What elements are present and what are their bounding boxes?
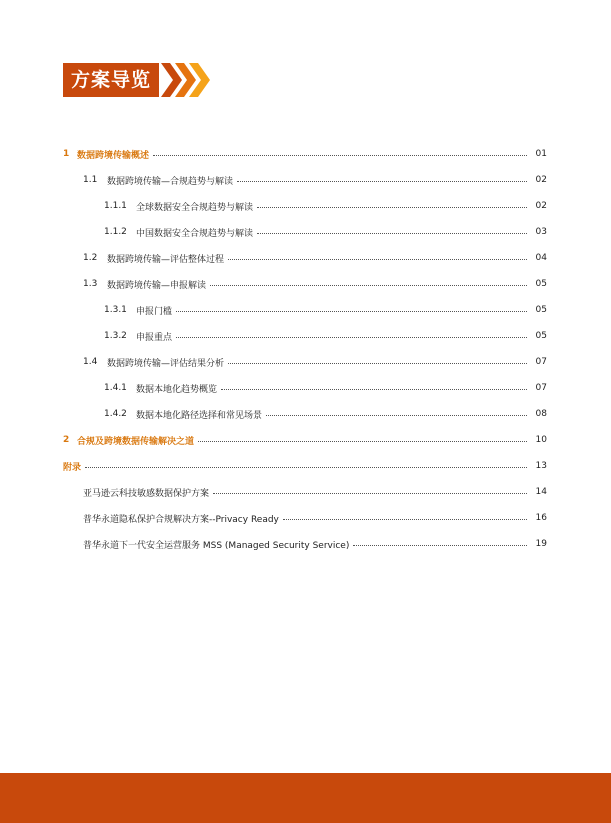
page-title: 方案导览	[63, 63, 159, 97]
leader-dots	[353, 544, 527, 546]
toc-entry-number: 1.3.1	[104, 305, 127, 315]
leader-dots	[228, 258, 527, 260]
leader-dots	[210, 284, 527, 286]
toc-entry[interactable]	[63, 432, 547, 448]
leader-dots	[213, 492, 527, 494]
toc-entry-label: 申报重点	[136, 332, 173, 343]
toc-entry-label: 普华永道下一代安全运营服务 MSS (Managed Security Service)	[83, 540, 350, 551]
toc-entry-number: 1.2	[83, 253, 98, 263]
toc-entry-number: 1.1.2	[104, 227, 127, 237]
toc-entry-number: 1.4.2	[104, 409, 127, 419]
leader-dots	[85, 466, 527, 468]
toc-entry-number: 1	[63, 149, 70, 159]
toc-entry-page: 07	[535, 383, 547, 393]
toc-entry-page: 10	[535, 435, 547, 445]
toc-entry[interactable]	[63, 510, 547, 526]
toc-entry-label: 全球数据安全合规趋势与解读	[136, 202, 254, 213]
toc-entry-label: 数据跨境传输—合规趋势与解读	[107, 176, 234, 187]
toc-entry-page: 01	[535, 149, 547, 159]
toc-entry-page: 05	[535, 331, 547, 341]
toc-entry-page: 02	[535, 175, 547, 185]
toc-entry-label: 数据跨境传输—申报解读	[107, 280, 207, 291]
toc-entry[interactable]	[63, 354, 547, 370]
toc-entry[interactable]	[63, 198, 547, 214]
leader-dots	[237, 180, 527, 182]
toc-entry-number: 1.1	[83, 175, 98, 185]
toc-entry-page: 08	[535, 409, 547, 419]
toc-entry-appendix[interactable]	[63, 458, 547, 474]
toc-entry-label: 附录	[63, 462, 82, 473]
leader-dots	[198, 440, 527, 442]
toc-entry-label: 申报门槛	[136, 306, 173, 317]
toc-entry-label: 数据跨境传输—评估整体过程	[107, 254, 225, 265]
toc-entry-page: 16	[535, 513, 547, 523]
toc-entry-page: 14	[535, 487, 547, 497]
toc-entry[interactable]	[63, 146, 547, 162]
leader-dots	[153, 154, 527, 156]
toc-entry-label: 数据跨境传输—评估结果分析	[107, 358, 225, 369]
toc-entry-number: 1.1.1	[104, 201, 127, 211]
leader-dots	[257, 232, 527, 234]
toc-entry[interactable]	[63, 302, 547, 318]
toc-entry-number: 1.4	[83, 357, 98, 367]
toc-entry-page: 05	[535, 305, 547, 315]
toc-entry[interactable]	[63, 406, 547, 422]
toc-entry-page: 03	[535, 227, 547, 237]
toc-entry[interactable]	[63, 536, 547, 552]
toc-entry[interactable]	[63, 328, 547, 344]
toc-entry-page: 04	[535, 253, 547, 263]
toc-entry-page: 19	[535, 539, 547, 549]
toc-entry[interactable]	[63, 250, 547, 266]
toc-entry[interactable]	[63, 380, 547, 396]
toc-entry-label: 数据跨境传输概述	[77, 150, 150, 161]
footer-bar	[0, 773, 611, 823]
leader-dots	[257, 206, 527, 208]
leader-dots	[176, 310, 527, 312]
toc-entry-page: 02	[535, 201, 547, 211]
leader-dots	[176, 336, 527, 338]
section-title-block	[63, 63, 213, 97]
toc-entry[interactable]	[63, 276, 547, 292]
toc-entry-label: 数据本地化路径选择和常见场景	[136, 410, 263, 421]
toc-entry-page: 05	[535, 279, 547, 289]
chevron-arrows-icon	[161, 63, 213, 97]
toc-entry-number: 1.3.2	[104, 331, 127, 341]
toc-entry-label: 合规及跨境数据传输解决之道	[77, 436, 195, 447]
toc-entry[interactable]	[63, 484, 547, 500]
toc-entry-number: 1.4.1	[104, 383, 127, 393]
toc-entry-label: 中国数据安全合规趋势与解读	[136, 228, 254, 239]
leader-dots	[228, 362, 527, 364]
toc-entry-number: 2	[63, 435, 70, 445]
toc-entry-number: 1.3	[83, 279, 98, 289]
leader-dots	[221, 388, 527, 390]
leader-dots	[283, 518, 527, 520]
leader-dots	[266, 414, 527, 416]
toc-entry-label: 数据本地化趋势概览	[136, 384, 218, 395]
toc-entry-label: 普华永道隐私保护合规解决方案--Privacy Ready	[83, 514, 279, 525]
toc-entry-label: 亚马逊云科技敏感数据保护方案	[83, 488, 210, 499]
toc-entry-page: 07	[535, 357, 547, 367]
toc-entry[interactable]	[63, 172, 547, 188]
toc-entry-page: 13	[535, 461, 547, 471]
toc-entry[interactable]	[63, 224, 547, 240]
